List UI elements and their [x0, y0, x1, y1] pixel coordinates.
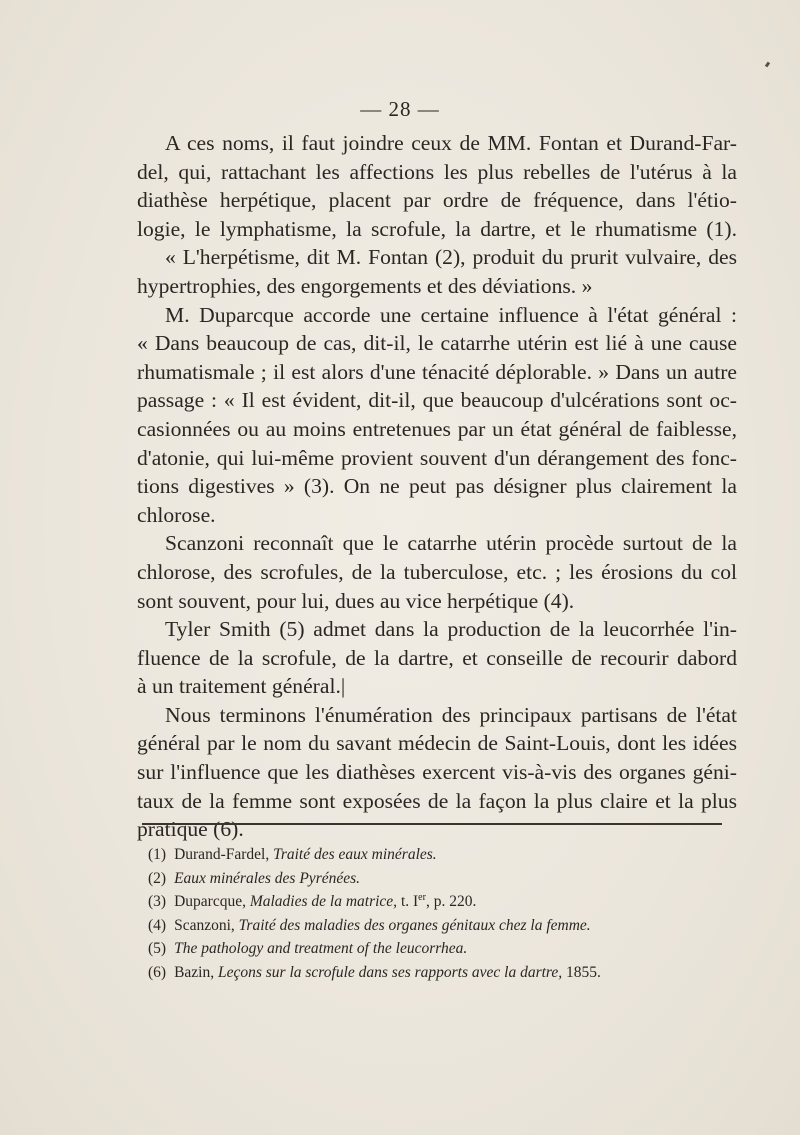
footnote	[148, 961, 728, 985]
footnote	[148, 890, 728, 914]
body-line: sont souvent, pour lui, dues au vice herpétique (4).	[137, 588, 575, 613]
footnote	[148, 867, 728, 891]
footnote-author: Scanzoni,	[174, 916, 235, 934]
footnote-title: Eaux minérales des Pyrénées.	[174, 869, 361, 887]
body-line: chlorose.	[137, 502, 216, 527]
body-line: diathèse herpétique, placent par ordre de fréquence, dans l'étio-	[137, 188, 737, 213]
body-line: chlorose, des scrofules, de la tuberculose, etc. ; les érosions du col	[137, 559, 737, 584]
footnote	[148, 843, 728, 867]
body-line: général par le nom du savant médecin de Saint-Louis, dont les idées	[137, 731, 737, 756]
ink-speck	[765, 62, 770, 68]
footnote-author: Duparcque,	[174, 893, 246, 910]
body-line: sur l'influence que les diathèses exercent vis-à-vis des organes géni-	[137, 760, 737, 785]
body-line: A ces noms, il faut joindre ceux de MM. Fontan et Durand-Far-	[165, 131, 737, 155]
body-line: logie, le lymphatisme, la scrofule, la dartre, et le rhumatisme (1).	[137, 216, 737, 241]
body-line: d'atonie, qui lui-même provient souvent d'un dérangement des fonc-	[137, 445, 737, 470]
body-line: rhumatismale ; il est alors d'une ténacité déplorable. » Dans un autre	[137, 359, 737, 384]
footnote-volume-sup: er	[418, 891, 426, 903]
body-line: pratique (6).	[137, 817, 244, 842]
footnote-number: (1)	[148, 846, 167, 863]
body-line: M. Duparcque accorde une certaine influence à l'état général :	[165, 302, 737, 327]
footnote-year: 1855.	[566, 963, 601, 981]
body-line: à un traitement général.|	[137, 674, 346, 699]
footnote-number: (2)	[148, 869, 167, 887]
footnote-divider	[142, 823, 722, 825]
body-line: « Dans beaucoup de cas, dit-il, le catarrhe utérin est lié à une cause	[137, 331, 737, 356]
footnote-volume: t. I	[400, 893, 419, 910]
body-line: fluence de la scrofule, de la dartre, et conseille de recourir dabord	[137, 645, 737, 670]
footnote-number: (4)	[148, 916, 167, 934]
footnote-title: Maladies de la matrice,	[249, 893, 398, 910]
body-line: Nous terminons l'énumération des principaux partisans de l'état	[165, 702, 737, 727]
body-line: Tyler Smith (5) admet dans la production de la leucorrhée l'in-	[165, 617, 737, 642]
footnote-number: (6)	[148, 963, 167, 981]
body-line: casionnées ou au moins entretenues par un état général de faiblesse,	[137, 416, 737, 441]
body-line: del, qui, rattachant les affections les plus rebelles de l'utérus à la	[137, 159, 737, 184]
body-line: passage : « Il est évident, dit-il, que beaucoup d'ulcérations sont oc-	[137, 388, 737, 413]
footnote-author: Durand-Fardel,	[174, 846, 270, 863]
footnote-page: , p. 220.	[425, 893, 477, 910]
body-line: hypertrophies, des engorgements et des déviations. »	[137, 273, 593, 298]
footnote-title: The pathology and treatment of the leucorrhea.	[174, 940, 468, 957]
body-line: taux de la femme sont exposées de la façon la plus claire et la plus	[137, 788, 737, 813]
body-line: Scanzoni reconnaît que le catarrhe utérin procède surtout de la	[165, 531, 737, 556]
footnote-title: Traité des maladies des organes génitaux chez la femme.	[238, 916, 591, 934]
footnote-number: (3)	[148, 893, 167, 910]
footnote	[148, 937, 728, 961]
footnotes	[148, 843, 728, 984]
footnote	[148, 914, 728, 938]
footnote-author: Bazin,	[174, 963, 215, 981]
footnote-title: Leçons sur la scrofule dans ses rapports avec la dartre,	[217, 963, 563, 981]
footnote-title: Traité des eaux minérales.	[273, 846, 437, 863]
body-text	[137, 129, 737, 844]
page-number: — 28 —	[360, 97, 440, 121]
body-line: tions digestives » (3). On ne peut pas désigner plus clairement la	[137, 474, 737, 499]
body-line: « L'herpétisme, dit M. Fontan (2), produit du prurit vulvaire, des	[165, 245, 737, 270]
footnote-number: (5)	[148, 940, 167, 957]
